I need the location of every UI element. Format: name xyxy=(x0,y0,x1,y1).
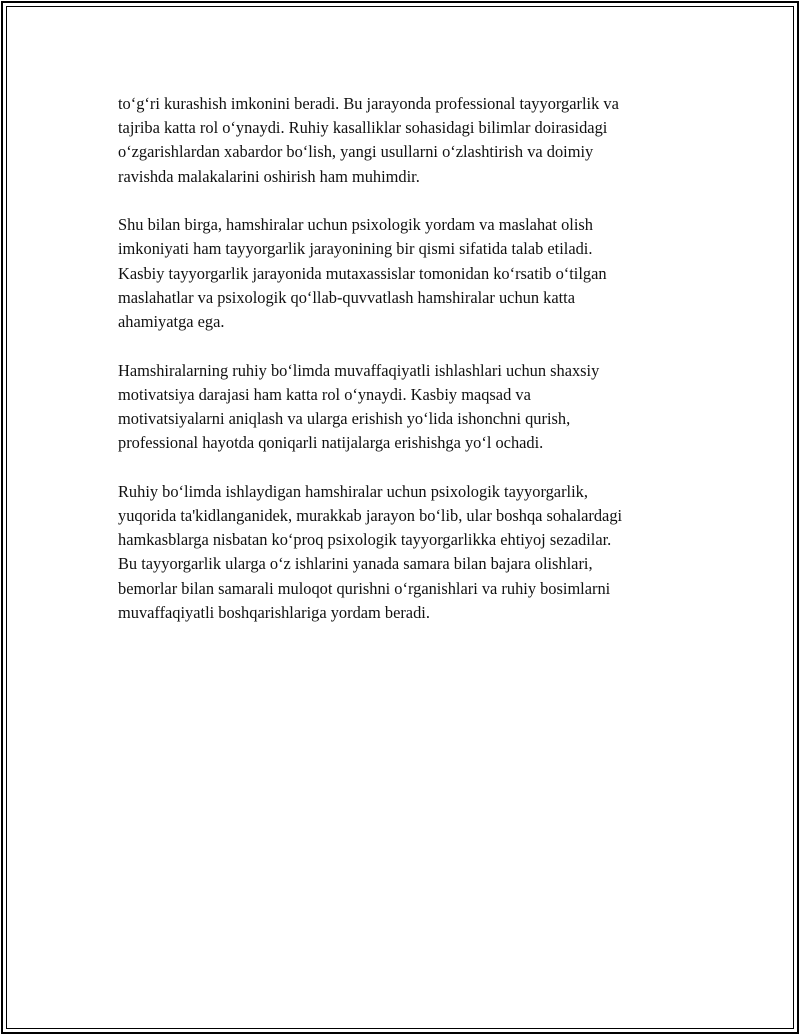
text-line: motivatsiya darajasi ham katta rol o‘ynaydi. Kasbiy maqsad va xyxy=(118,384,531,404)
text-line: Hamshiralarning ruhiy bo‘limda muvaffaqiyatli ishlashlari uchun shaxsiy xyxy=(118,360,600,380)
text-line: maslahatlar va psixologik qo‘llab-quvvatlash hamshiralar uchun katta xyxy=(118,287,575,307)
text-line: ravishda malakalarini oshirish ham muhimdir. xyxy=(118,166,420,186)
text-line: Shu bilan birga, hamshiralar uchun psixologik yordam va maslahat olish xyxy=(118,215,593,235)
text-line: muvaffaqiyatli boshqarishlariga yordam beradi. xyxy=(118,602,430,622)
text-line: Ruhiy bo‘limda ishlaydigan hamshiralar uchun psixologik tayyorgarlik, xyxy=(118,481,588,501)
text-line: hamkasblarga nisbatan ko‘proq psixologik tayyorgarlikka ehtiyoj sezadilar. xyxy=(118,530,612,550)
text-line: yuqorida ta'kidlanganidek, murakkab jarayon bo‘lib, ular boshqa sohalardagi xyxy=(118,506,623,526)
paragraph-1 xyxy=(118,92,698,189)
text-line: to‘g‘ri kurashish imkonini beradi. Bu jarayonda professional tayyorgarlik va xyxy=(118,94,619,113)
text-line: tajriba katta rol o‘ynaydi. Ruhiy kasalliklar sohasidagi bilimlar doirasidagi xyxy=(118,118,608,138)
text-line: o‘zgarishlardan xabardor bo‘lish, yangi usullarni o‘zlashtirish va doimiy xyxy=(118,142,594,162)
text-line: professional hayotda qoniqarli natijalarga erishishga yo‘l ochadi. xyxy=(118,433,544,453)
paragraph-4 xyxy=(118,480,698,625)
text-line: Bu tayyorgarlik ularga o‘z ishlarini yanada samara bilan bajara olishlari, xyxy=(118,554,593,574)
paragraph-2 xyxy=(118,213,698,334)
text-line: Kasbiy tayyorgarlik jarayonida mutaxassislar tomonidan ko‘rsatib o‘tilgan xyxy=(118,263,607,283)
text-line: motivatsiyalarni aniqlash va ularga erishish yo‘lida ishonchni qurish, xyxy=(118,409,571,429)
text-line: bemorlar bilan samarali muloqot qurishni o‘rganishlari va ruhiy bosimlarni xyxy=(118,578,611,598)
text-line: ahamiyatga ega. xyxy=(118,312,225,332)
paragraph-3 xyxy=(118,359,698,456)
text-line: imkoniyati ham tayyorgarlik jarayonining bir qismi sifatida talab etiladi. xyxy=(118,239,593,259)
document-body xyxy=(118,92,698,649)
